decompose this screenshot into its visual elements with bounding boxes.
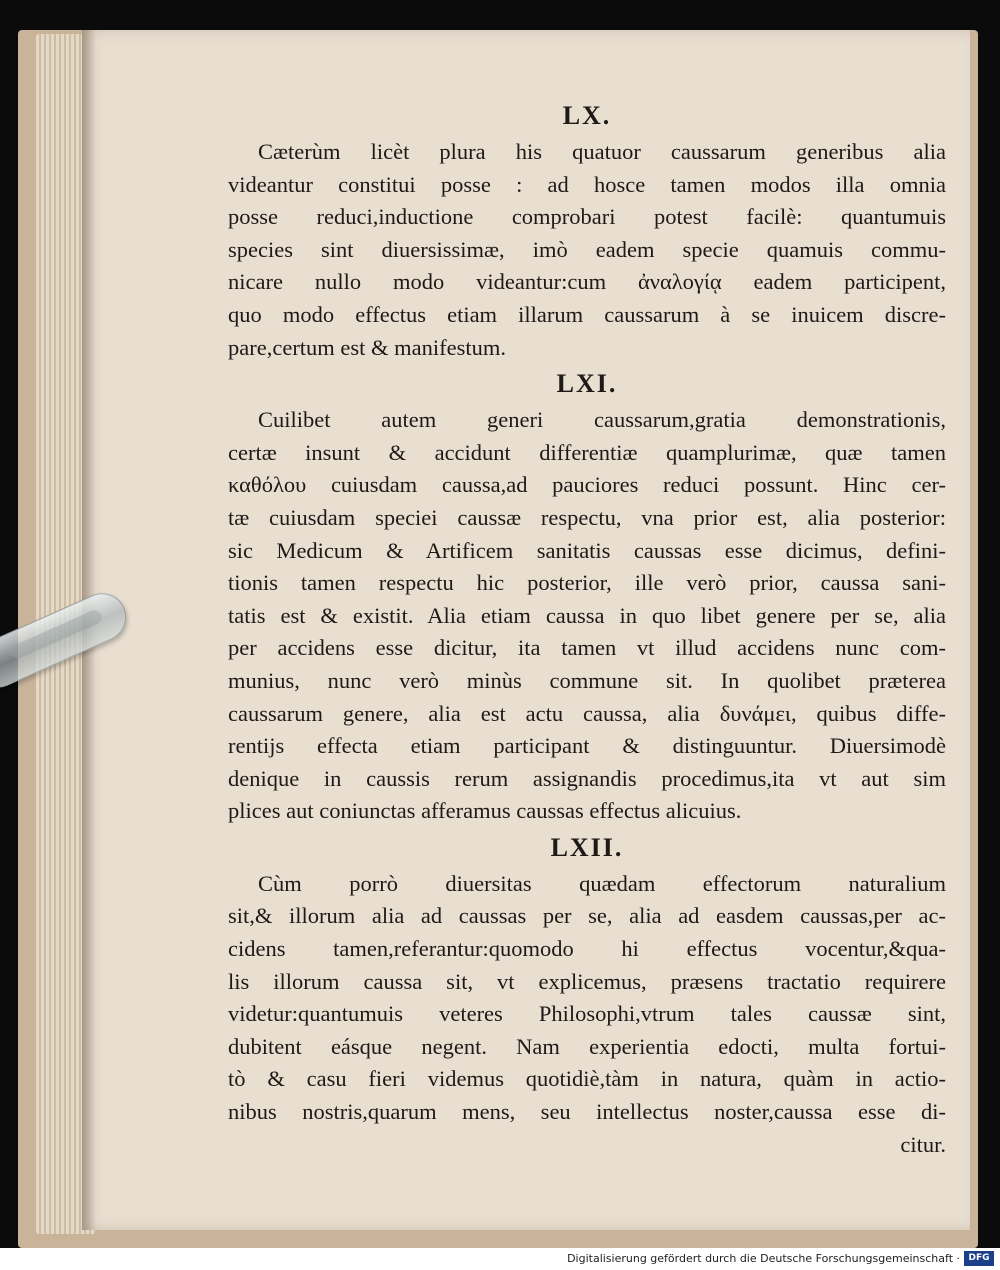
section-lxii: [228, 828, 946, 1161]
paragraph: [228, 868, 946, 1129]
funding-credit: Digitalisierung gefördert durch die Deutsche Forschungsgemeinschaft ·: [567, 1252, 960, 1265]
section-heading: LXII.: [550, 832, 624, 862]
text-line: posse reduci,inductione comprobari potest facilè: quantumuis: [228, 204, 946, 230]
text-line: tæ cuiusdam speciei caussæ respectu, vna prior est, alia posterior:: [228, 504, 946, 530]
text-line: dubitent eásque negent. Nam experientia edocti, multa fortui-: [228, 1033, 946, 1059]
text-line: nicare nullo modo videantur:cum ἀναλογίᾳ eadem participent,: [228, 269, 946, 295]
text-line: videantur constitui posse : ad hosce tamen modos illa omnia: [228, 171, 946, 197]
text-line: Cæterùm licèt plura his quatuor caussarum generibus alia: [258, 139, 946, 164]
text-line: sit,& illorum alia ad caussas per se, alia ad easdem caussas,per ac-: [228, 903, 946, 929]
text-line: rentijs effecta etiam participant & distinguuntur. Diuersimodè: [228, 733, 946, 759]
paragraph: [228, 404, 946, 828]
text-line: sic Medicum & Artificem sanitatis caussas esse dicimus, defini-: [228, 537, 946, 563]
text-line: per accidens esse dicitur, ita tamen vt illud accidens nunc com-: [228, 635, 946, 661]
clip-body: [0, 586, 134, 696]
catchword: citur.: [900, 1131, 946, 1157]
paragraph: [228, 136, 946, 364]
text-line: certæ insunt & accidunt differentiæ quamplurimæ, quæ tamen: [228, 439, 946, 465]
text-line: plices aut coniunctas afferamus caussas effectus alicuius.: [228, 798, 742, 824]
text-line: species sint diuersissimæ, imò eadem specie quamuis commu-: [228, 236, 946, 262]
text-line: munius, nunc verò minùs commune sit. In quolibet præterea: [228, 667, 946, 693]
text-line: denique in caussis rerum assignandis procedimus,ita vt aut sim: [228, 765, 946, 791]
section-lxi: [228, 364, 946, 828]
text-line: καθόλου cuiusdam caussa,ad pauciores reduci possunt. Hinc cer-: [228, 472, 946, 498]
text-line: tionis tamen respectu hic posterior, ille verò prior, caussa sani-: [228, 570, 946, 596]
text-line: lis illorum caussa sit, vt explicemus, præsens tractatio requirere: [228, 968, 946, 994]
text-line: tatis est & existit. Alia etiam caussa in quo libet genere per se, alia: [228, 602, 946, 628]
text-line: tò & casu fieri videmus quotidiè,tàm in natura, quàm in actio-: [228, 1066, 946, 1092]
text-line: Cùm porrò diuersitas quædam effectorum naturalium: [258, 870, 946, 896]
text-line: caussarum genere, alia est actu caussa, alia δυνάμει, quibus diffe-: [228, 700, 946, 726]
footer-bar: [0, 1248, 1000, 1270]
text-line: videtur:quantumuis veteres Philosophi,vtrum tales caussæ sint,: [228, 1001, 946, 1027]
text-line: nibus nostris,quarum mens, seu intellectus noster,caussa esse di-: [228, 1099, 946, 1125]
section-lx: [228, 96, 946, 364]
text-line: Cuilibet autem generi caussarum,gratia demonstrationis,: [258, 407, 946, 433]
page-text-block: [228, 96, 946, 1161]
text-line: cidens tamen,referantur:quomodo hi effectus vocentur,&qua-: [228, 936, 946, 962]
section-heading: LXI.: [556, 369, 618, 399]
text-line: pare,certum est & manifestum.: [228, 334, 507, 360]
text-line: quo modo effectus etiam illarum caussarum à se inuicem discre-: [228, 301, 946, 327]
section-heading: LX.: [562, 101, 612, 130]
dfg-logo: DFG: [964, 1251, 994, 1266]
